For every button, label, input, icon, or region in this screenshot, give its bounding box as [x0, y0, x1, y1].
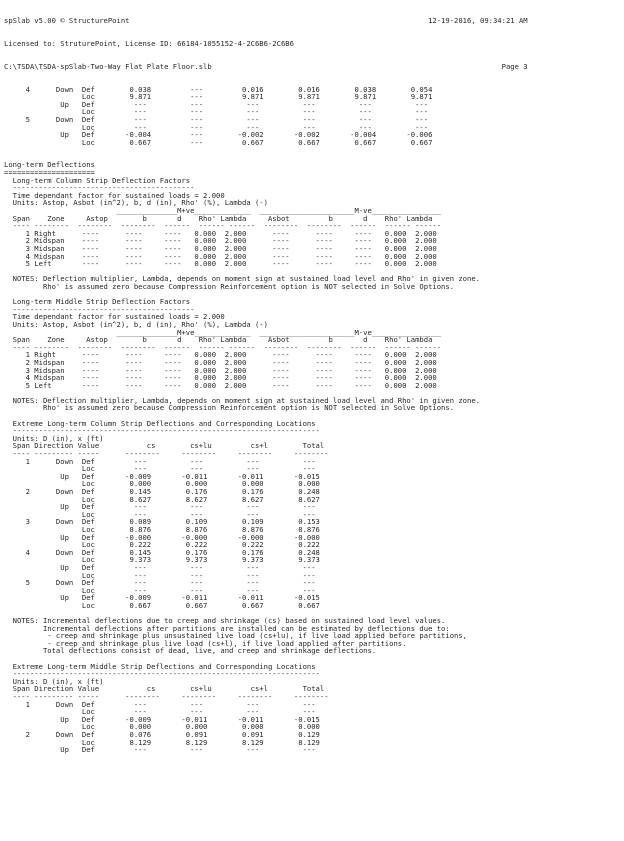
report-line: Loc 9.871 --- 9.871 9.871 9.871 9.871 [4, 92, 433, 102]
report-line: 1 Down Def --- --- --- --- [4, 456, 316, 466]
report-line: Loc 9.373 9.373 9.373 9.373 [4, 555, 320, 565]
report-line: Long-term Column Strip Deflection Factors [4, 175, 191, 185]
report-line: ---- -------- -------- -------- ------ ------ ------ -------- -------- ------ ------ ------ [4, 342, 442, 352]
report-line: Loc --- --- --- --- [4, 570, 316, 580]
report-line: Up Def -0.000 -0.000 -0.000 -0.000 [4, 532, 320, 542]
report-line: ---- -------- -------- -------- ------ ------ ------ -------- -------- ------ ------ ------ [4, 221, 442, 231]
header-line-3: C:\TSDA\TSDA-spSlab-Two-Way Flat Plate Floor.slb Page 3 [4, 61, 528, 71]
report-line: ----------------------------------------------------------------------- [4, 426, 320, 436]
report-line: Units: D (in), x (ft) [4, 676, 104, 686]
report-line: Long-term Deflections [4, 160, 95, 170]
report-line: ===================== [4, 168, 95, 178]
report-line: Loc 8.129 8.129 8.129 8.129 [4, 737, 320, 747]
report-line: Up Def --- --- --- --- [4, 562, 316, 572]
report-line: 4 Down Def 0.145 0.176 0.176 0.248 [4, 547, 320, 557]
report-line: Up Def -0.009 -0.011 -0.011 -0.015 [4, 714, 320, 724]
report-line: Incremental deflections after partitions are installed can be estimated by deflections due to: [4, 623, 450, 633]
report-line: Rho' is assumed zero because Compression Reinforcement option is NOT selected in Solve Options. [4, 403, 455, 413]
report-line: 5 Down Def --- --- --- --- [4, 578, 316, 588]
header-line-1: spSlab v5.00 © StructurePoint 12-19-2016, 09:34:21 AM [4, 16, 528, 26]
report-line: 4 Midspan ---- ---- ---- 0.000 2.000 ---- ---- ---- 0.000 2.000 [4, 251, 437, 261]
report-line: Loc 0.667 0.667 0.667 0.667 [4, 600, 320, 610]
report-line: Loc 8.876 8.876 8.876 8.876 [4, 524, 320, 534]
report-line: Loc --- --- --- --- [4, 464, 316, 474]
report-line: Units: D (in), x (ft) [4, 433, 104, 443]
report-line: Up Def -0.009 -0.011 -0.011 -0.015 [4, 593, 320, 603]
report-line: Total deflections consist of dead, live, and creep and shrinkage deflections. [4, 646, 377, 656]
report-line: Loc 0.000 0.000 0.000 0.000 [4, 479, 320, 489]
report-line: 5 Left ---- ---- ---- 0.000 2.000 ---- ---- ---- 0.000 2.000 [4, 380, 437, 390]
report-line: NOTES: Incremental deflections due to creep and shrinkage (cs) based on sustained load level values. [4, 616, 446, 626]
report-line: Long-term Middle Strip Deflection Factors [4, 297, 191, 307]
report-line: ------------------------------------------ [4, 304, 195, 314]
report-line: Up Def -0.009 -0.011 -0.011 -0.015 [4, 471, 320, 481]
report-line: ---- --------- ----- -------- -------- -------- -------- [4, 692, 329, 702]
report-line: 2 Down Def 0.145 0.176 0.176 0.248 [4, 487, 320, 496]
report-line: Loc --- --- --- --- [4, 509, 316, 519]
report-line: 5 Left ---- ---- ---- 0.000 2.000 ---- ---- ---- 0.000 2.000 [4, 259, 437, 269]
report-line: ------------------------------------------ [4, 183, 195, 193]
report-line: 3 Midspan ---- ---- ---- 0.000 2.000 ---- ---- ---- 0.000 2.000 [4, 365, 437, 375]
report-line [4, 146, 622, 154]
report-line: Loc 0.000 0.000 0.000 0.000 [4, 722, 320, 732]
report-line: 1 Right ---- ---- ---- 0.000 2.000 ---- ---- ---- 0.000 2.000 [4, 350, 437, 360]
report-line: ______________M+ve_____________ ______________________M-ve________________ [4, 206, 442, 216]
report-line: Span Zone Astop b d Rho' Lambda Asbot b d Rho' Lambda [4, 335, 433, 345]
report-line: 4 Down Def 0.038 --- 0.016 0.016 0.038 0.054 [4, 84, 433, 94]
report-line: Extreme Long-term Column Strip Deflections and Corresponding Locations [4, 418, 316, 428]
report-line: Loc --- --- --- --- [4, 707, 316, 717]
report-line: - creep and shrinkage plus live load (cs+l), if live load applied after partitions. [4, 638, 407, 648]
report-line: 3 Down Def 0.089 0.109 0.109 0.153 [4, 517, 320, 527]
report-line: NOTES: Deflection multiplier, Lambda, depends on moment sign at sustained load level and Rho' in given zone. [4, 274, 480, 284]
report-line: Span Direction Value cs cs+lu cs+l Total [4, 441, 325, 451]
report-line: NOTES: Deflection multiplier, Lambda, depends on moment sign at sustained load level and Rho' in given zone. [4, 395, 480, 405]
report-line: Units: Astop, Asbot (in^2), b, d (in), Rho' (%), Lambda (-) [4, 319, 268, 329]
report-line: 2 Down Def 0.076 0.091 0.091 0.129 [4, 730, 320, 739]
report-line: Up Def -0.004 --- -0.002 -0.002 -0.004 -0.006 [4, 130, 433, 140]
report-line: Loc 8.627 8.627 8.627 8.627 [4, 494, 320, 504]
report-line: 2 Midspan ---- ---- ---- 0.000 2.000 ---- ---- ---- 0.000 2.000 [4, 236, 437, 246]
report-line: - creep and shrinkage plus unsustained live load (cs+lu), if live load applied before partitions, [4, 631, 468, 641]
report-line: 5 Down Def --- --- --- --- --- --- [4, 114, 429, 124]
report-line: Up Def --- --- --- --- [4, 502, 316, 512]
report-line: Loc 0.222 0.222 0.222 0.222 [4, 540, 320, 550]
header-line-2: Licensed to: StruturePoint, License ID: 66184-1055152-4-2C6B6-2C6B6 [4, 38, 294, 48]
report-line: Span Zone Astop b d Rho' Lambda Asbot b d Rho' Lambda [4, 213, 433, 223]
report-line: Loc --- --- --- --- --- --- [4, 107, 429, 117]
report-line: Time dependant factor for sustained loads = 2.000 [4, 190, 225, 200]
report-line: Loc 0.667 --- 0.667 0.667 0.667 0.667 [4, 137, 433, 147]
report-line: Time dependant factor for sustained loads = 2.000 [4, 312, 225, 322]
report-line: Span Direction Value cs cs+lu cs+l Total [4, 684, 325, 694]
report-line [4, 154, 622, 162]
report-line: Up Def --- --- --- --- --- --- [4, 99, 429, 109]
report-line: 1 Down Def --- --- --- --- [4, 699, 316, 709]
report-line: Loc --- --- --- --- [4, 585, 316, 595]
report-line: 4 Midspan ---- ---- ---- 0.000 2.000 ---- ---- ---- 0.000 2.000 [4, 373, 437, 383]
report-line: Units: Astop, Asbot (in^2), b, d (in), Rho' (%), Lambda (-) [4, 198, 268, 208]
report-body [4, 86, 622, 754]
report-line: 3 Midspan ---- ---- ---- 0.000 2.000 ---- ---- ---- 0.000 2.000 [4, 244, 437, 253]
report-line: Rho' is assumed zero because Compression Reinforcement option is NOT selected in Solve Options. [4, 281, 455, 291]
report-line: Loc --- --- --- --- --- --- [4, 122, 429, 132]
report-line: ______________M+ve_____________ ______________________M-ve________________ [4, 327, 442, 337]
report-line: ---- --------- ----- -------- -------- -------- -------- [4, 449, 329, 459]
report-line: Up Def --- --- --- --- [4, 745, 316, 755]
report-text [4, 2, 622, 769]
report-line: Extreme Long-term Middle Strip Deflections and Corresponding Locations [4, 661, 316, 671]
report-line: 2 Midspan ---- ---- ---- 0.000 2.000 ---- ---- ---- 0.000 2.000 [4, 357, 437, 367]
report-line: ----------------------------------------------------------------------- [4, 669, 320, 679]
report-line: 1 Right ---- ---- ---- 0.000 2.000 ---- ---- ---- 0.000 2.000 [4, 228, 437, 238]
